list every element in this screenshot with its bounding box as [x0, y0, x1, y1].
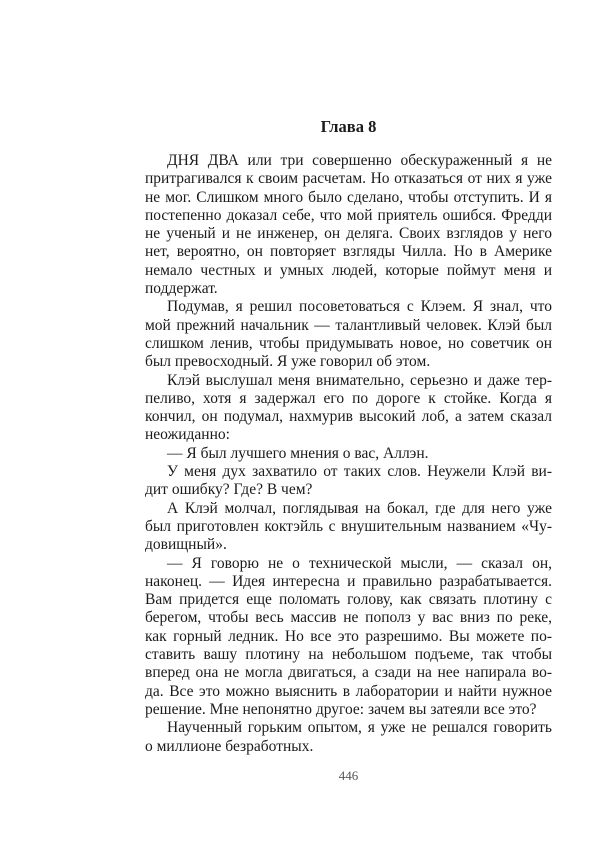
paragraph — [145, 555, 552, 720]
text-line: решение. Мне непонятно другое: зачем вы затеяли все это? — [145, 700, 537, 718]
page-number: 446 — [338, 768, 359, 783]
text-line: Подумав, я решил посоветоваться с Клэем. Я знал, что — [167, 298, 552, 316]
text-line: ДНЯ ДВА или три совершенно обескураженный я не — [167, 152, 552, 169]
text-line: не мог. Слишком много было сделано, чтобы отступить. И я — [145, 188, 552, 206]
paragraph — [145, 500, 552, 555]
text-line: Клэй выслушал меня внимательно, серьезно и даже тер- — [167, 371, 552, 389]
text-line: — Я говорю не о технической мысли, — сказал он, — [167, 554, 552, 572]
text-line: немало честных и умных людей, которые поймут меня и — [145, 261, 552, 279]
text-line: Вам придется еще поломать голову, как связать плотину с — [145, 591, 552, 609]
paragraph — [145, 152, 552, 298]
text-line: мой прежний начальник — талантливый человек. Клэй был — [145, 316, 552, 334]
text-line: Наученный горьким опытом, я уже не решался говорить — [167, 719, 552, 737]
text-line: был приготовлен коктэйль с внушительным названием «Чу- — [145, 517, 552, 535]
text-line: поддержат. — [145, 280, 218, 298]
text-line: неожиданно: — [145, 426, 230, 444]
text-line: берегом, чтобы весь массив не пополз у вас вниз по реке, — [145, 609, 552, 627]
text-line: притрагивался к своим расчетам. Но отказаться от них я уже — [145, 170, 552, 188]
text-line: довищный». — [145, 536, 227, 554]
text-line: постепенно доказал себе, что мой приятель ошибся. Фредди — [145, 206, 552, 224]
text-line: кончил, он подумал, нахмурив высокий лоб, а затем сказал — [145, 408, 552, 426]
paragraph — [145, 298, 552, 371]
paragraph — [145, 372, 552, 445]
text-line: ставить вашу плотину на небольшом подъеме, так чтобы — [145, 646, 552, 664]
text-line: как горный ледник. Но все это разрешимо. Вы можете по- — [145, 627, 552, 645]
text-line: да. Все это можно выяснить в лаборатории и найти нужное — [145, 682, 552, 700]
paragraph — [145, 463, 552, 500]
text-line: наконец. — Идея интересна и правильно разрабатывается. — [145, 572, 552, 590]
chapter-title: Глава 8 — [320, 117, 377, 136]
text-line: был превосходный. Я уже говорил об этом. — [145, 353, 431, 371]
text-line: нет, вероятно, он повторяет взгляды Чилла. Но в Америке — [145, 243, 552, 261]
text-line: А Клэй молчал, поглядывая на бокал, где для него уже — [167, 499, 552, 517]
text-line: дит ошибку? Где? В чем? — [145, 481, 313, 499]
paragraph — [145, 445, 552, 463]
text-line: о миллионе безработных. — [145, 737, 314, 755]
body-text — [145, 152, 552, 756]
text-line: пеливо, хотя я задержал его по дороге к стойке. Когда я — [145, 389, 552, 407]
text-line: — Я был лучшего мнения о вас, Аллэн. — [167, 444, 429, 462]
text-line: вперед она не могла двигаться, а сзади на нее напирала во- — [145, 664, 552, 682]
paragraph — [145, 719, 552, 756]
text-line: У меня дух захватило от таких слов. Неужели Клэй ви- — [167, 463, 552, 481]
text-line: слишком ленив, чтобы придумывать новое, но советчик он — [145, 334, 552, 352]
text-line: не ученый и не инженер, он деляга. Своих взглядов у него — [145, 225, 552, 243]
